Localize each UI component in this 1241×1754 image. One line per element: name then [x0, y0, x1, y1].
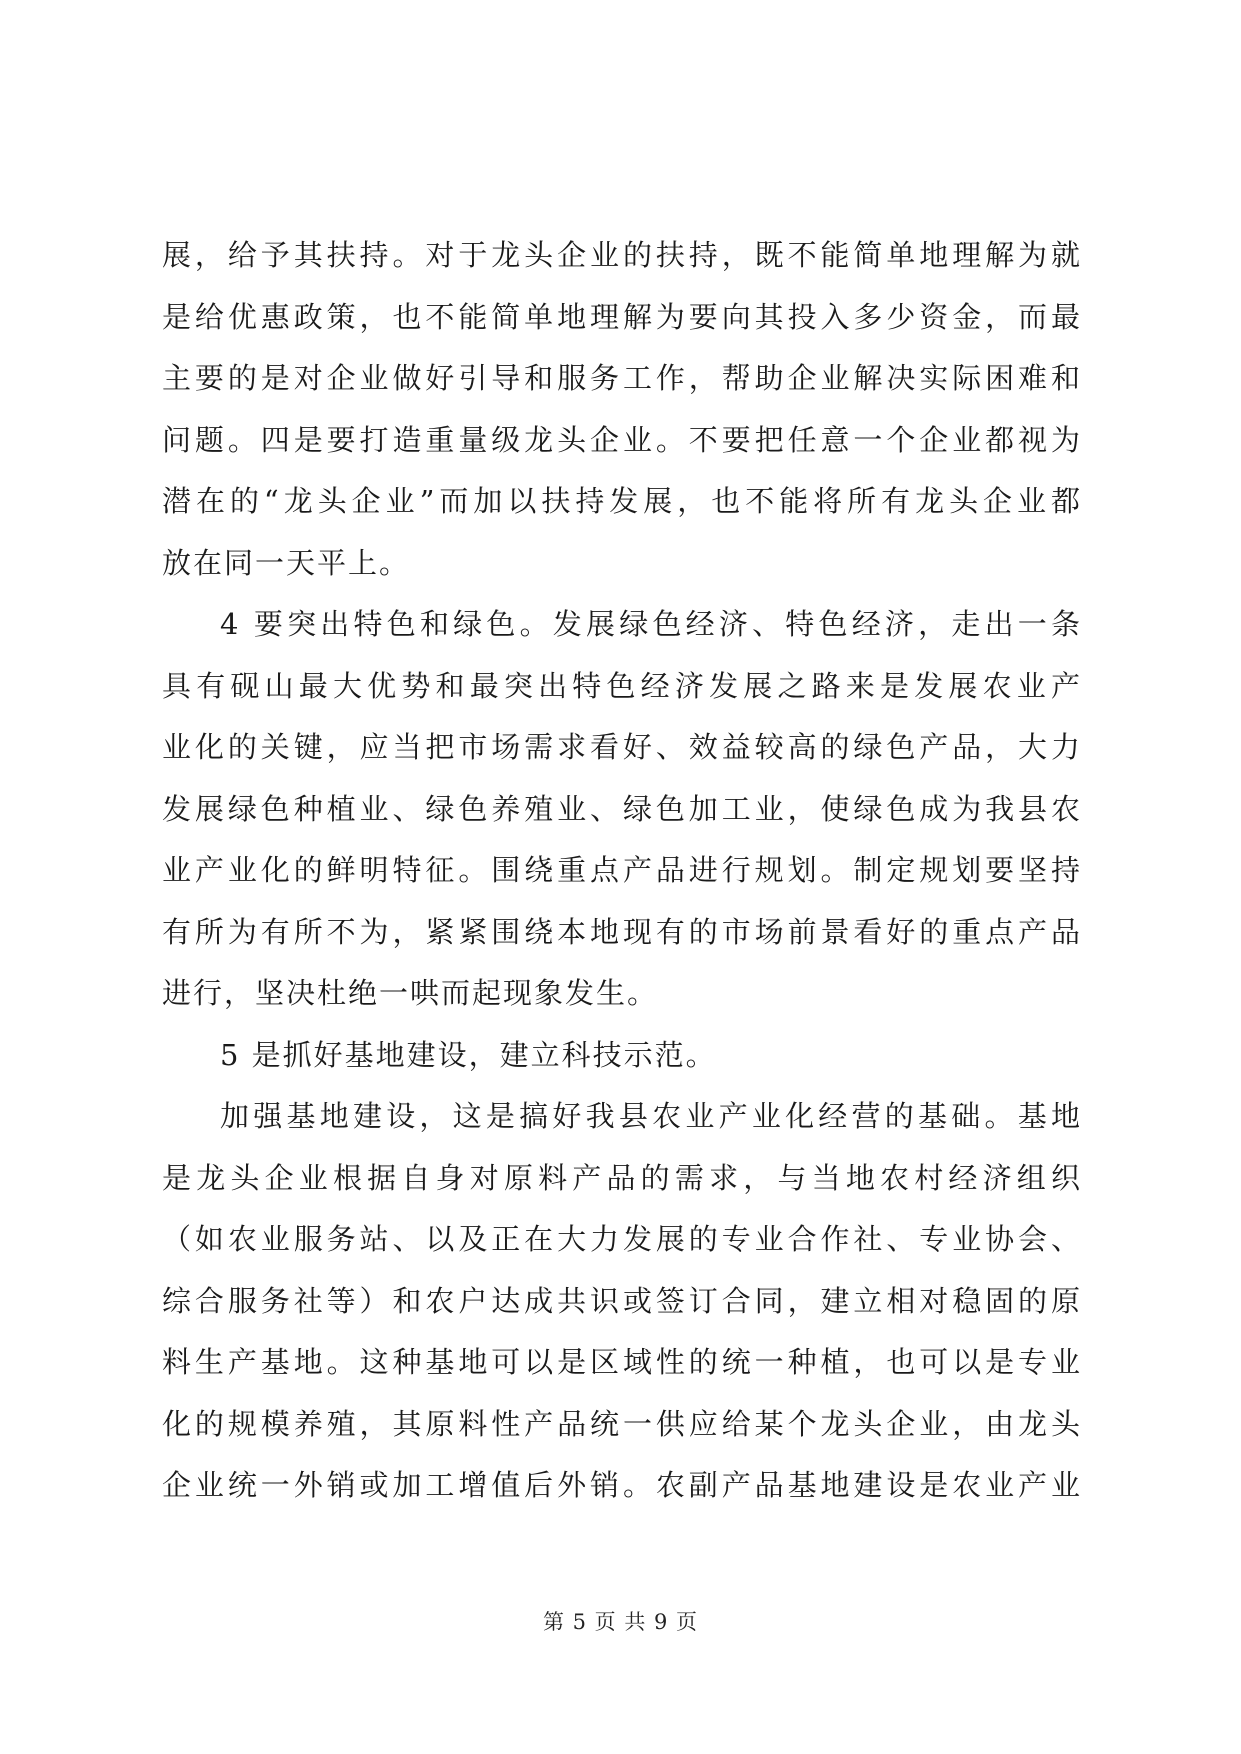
text-line: 业化的关键，应当把市场需求看好、效益较高的绿色产品，大力	[162, 730, 1082, 764]
text-line: 放在同一天平上。	[162, 545, 411, 580]
text-line: 4 要突出特色和绿色。发展绿色经济、特色经济，走出一条	[220, 607, 1082, 641]
text-line: 是龙头企业根据自身对原料产品的需求，与当地农村经济组织	[162, 1160, 1082, 1195]
text-line: 料生产基地。这种基地可以是区域性的统一种植，也可以是专业	[162, 1345, 1082, 1379]
body-text	[162, 225, 1082, 1517]
text-line: 问题。四是要打造重量级龙头企业。不要把任意一个企业都视为	[162, 422, 1082, 457]
text-line: 进行，坚决杜绝一哄而起现象发生。	[162, 976, 659, 1010]
text-line: 展，给予其扶持。对于龙头企业的扶持，既不能简单地理解为就	[162, 238, 1082, 272]
text-line: 化的规模养殖，其原料性产品统一供应给某个龙头企业，由龙头	[162, 1406, 1082, 1441]
text-line: 业产业化的鲜明特征。围绕重点产品进行规划。制定规划要坚持	[162, 853, 1082, 887]
text-line: 发展绿色种植业、绿色养殖业、绿色加工业，使绿色成为我县农	[162, 791, 1082, 826]
text-line: 是给优惠政策，也不能简单地理解为要向其投入多少资金，而最	[162, 299, 1082, 334]
text-line: （如农业服务站、以及正在大力发展的专业合作社、专业协会、	[162, 1222, 1082, 1256]
text-line: 有所为有所不为，紧紧围绕本地现有的市场前景看好的重点产品	[162, 914, 1082, 949]
text-line: 潜在的“龙头企业”而加以扶持发展，也不能将所有龙头企业都	[162, 484, 1082, 518]
text-line: 加强基地建设，这是搞好我县农业产业化经营的基础。基地	[220, 1099, 1082, 1133]
text-line: 5 是抓好基地建设，建立科技示范。	[220, 1037, 717, 1072]
text-line: 企业统一外销或加工增值后外销。农副产品基地建设是农业产业	[162, 1468, 1082, 1502]
text-line: 具有砚山最大优势和最突出特色经济发展之路来是发展农业产	[162, 668, 1082, 703]
page-footer: 第 5 页 共 9 页	[542, 1610, 699, 1634]
text-line: 综合服务社等）和农户达成共识或签订合同，建立相对稳固的原	[162, 1283, 1082, 1318]
text-line: 主要的是对企业做好引导和服务工作，帮助企业解决实际困难和	[162, 361, 1082, 395]
